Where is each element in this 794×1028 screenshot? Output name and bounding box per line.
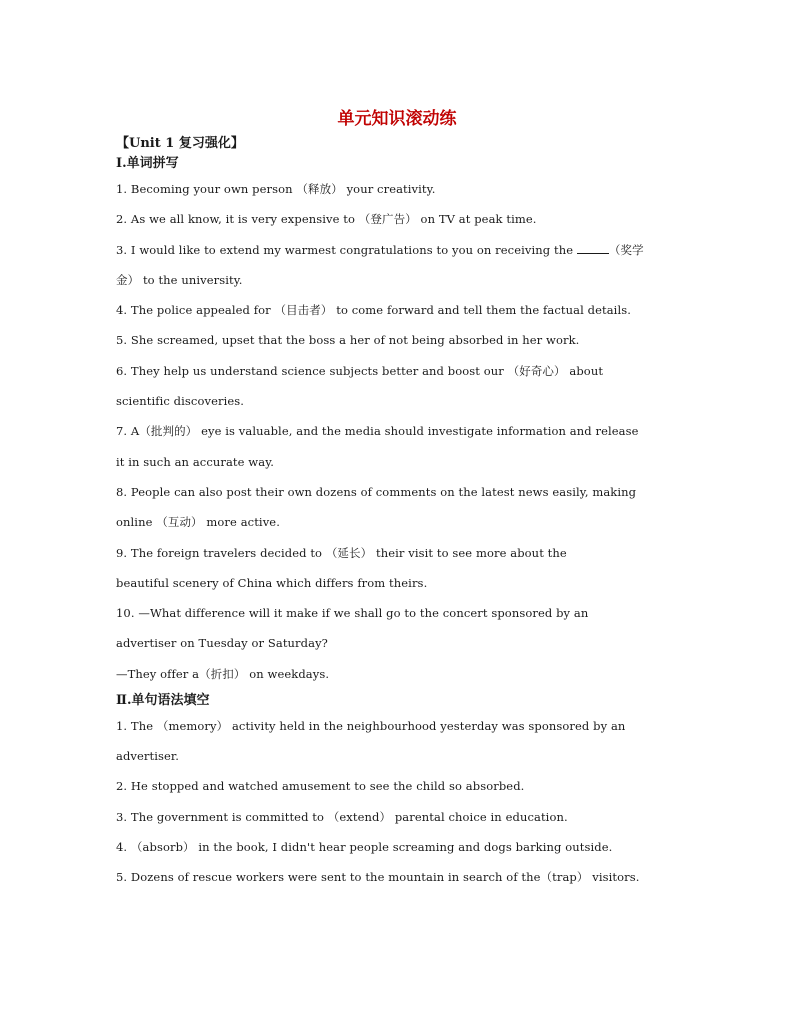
exercise-reply-line: —They offer a（折扣） on weekdays. [116, 666, 330, 681]
exercise-line: 5. Dozens of rescue workers were sent to the mountain in search of the（trap） visitors. [116, 870, 640, 885]
exercise-line: 2. He stopped and watched amusement to see the child so absorbed. [116, 779, 525, 794]
exercise-item [116, 832, 680, 862]
exercise-line: 7. A（批判的） eye is valuable, and the media should investigate information and release [116, 424, 639, 439]
section-heading-grammar-fill: Ⅱ.单句语法填空 [116, 692, 210, 708]
exercise-line: 10. —What difference will it make if we shall go to the concert sponsored by an [116, 606, 589, 621]
exercise-item [116, 416, 680, 477]
exercise-line: online （互动） more active. [116, 515, 280, 530]
exercise-line: 4. The police appealed for （目击者） to come forward and tell them the factual details. [116, 303, 631, 318]
section-word-spelling [116, 174, 680, 689]
exercise-content [116, 134, 680, 893]
exercise-item [116, 862, 680, 892]
exercise-item [116, 802, 680, 832]
exercise-item [116, 174, 680, 204]
exercise-item [116, 477, 680, 538]
exercise-line: 4. （absorb） in the book, I didn't hear people screaming and dogs barking outside. [116, 839, 613, 854]
exercise-item [116, 235, 680, 296]
item-hint-tail: （奖学 [608, 242, 644, 257]
exercise-line: 2. As we all know, it is very expensive to （登广告） on TV at peak time. [116, 212, 537, 227]
section-heading-word-spelling: Ⅰ.单词拼写 [116, 156, 179, 171]
exercise-line: advertiser. [116, 749, 180, 764]
exercise-line: 金） to the university. [116, 272, 243, 287]
page-title: 单元知识滚动练 [337, 109, 457, 129]
exercise-line: 8. People can also post their own dozens of comments on the latest news easily, making [116, 484, 637, 499]
exercise-item [116, 771, 680, 801]
exercise-line-text: 3. I would like to extend my warmest congratulations to you on receiving the [116, 242, 577, 257]
section-grammar-fill [116, 711, 680, 893]
exercise-item [116, 325, 680, 355]
exercise-item [116, 356, 680, 417]
exercise-line: 1. The （memory） activity held in the neighbourhood yesterday was sponsored by an [116, 718, 626, 733]
answer-blank[interactable] [577, 242, 609, 254]
exercise-item [116, 538, 680, 599]
exercise-line: it in such an accurate way. [116, 454, 275, 469]
unit-heading: 【Unit 1 复习强化】 [116, 136, 244, 151]
exercise-item [116, 711, 680, 772]
exercise-item [116, 295, 680, 325]
exercise-line: 5. She screamed, upset that the boss a her of not being absorbed in her work. [116, 333, 580, 348]
exercise-line: scientific discoveries. [116, 394, 245, 409]
exercise-line: 1. Becoming your own person （释放） your creativity. [116, 182, 436, 196]
exercise-line: 6. They help us understand science subjects better and boost our （好奇心） about [116, 363, 604, 378]
exercise-item [116, 204, 680, 234]
exercise-item [116, 598, 680, 689]
exercise-line: 9. The foreign travelers decided to （延长） their visit to see more about the [116, 545, 567, 560]
exercise-line: advertiser on Tuesday or Saturday? [116, 636, 328, 651]
exercise-line: 3. The government is committed to （extend） parental choice in education. [116, 809, 568, 824]
exercise-line: beautiful scenery of China which differs from theirs. [116, 575, 428, 590]
exercise-line [116, 235, 680, 265]
